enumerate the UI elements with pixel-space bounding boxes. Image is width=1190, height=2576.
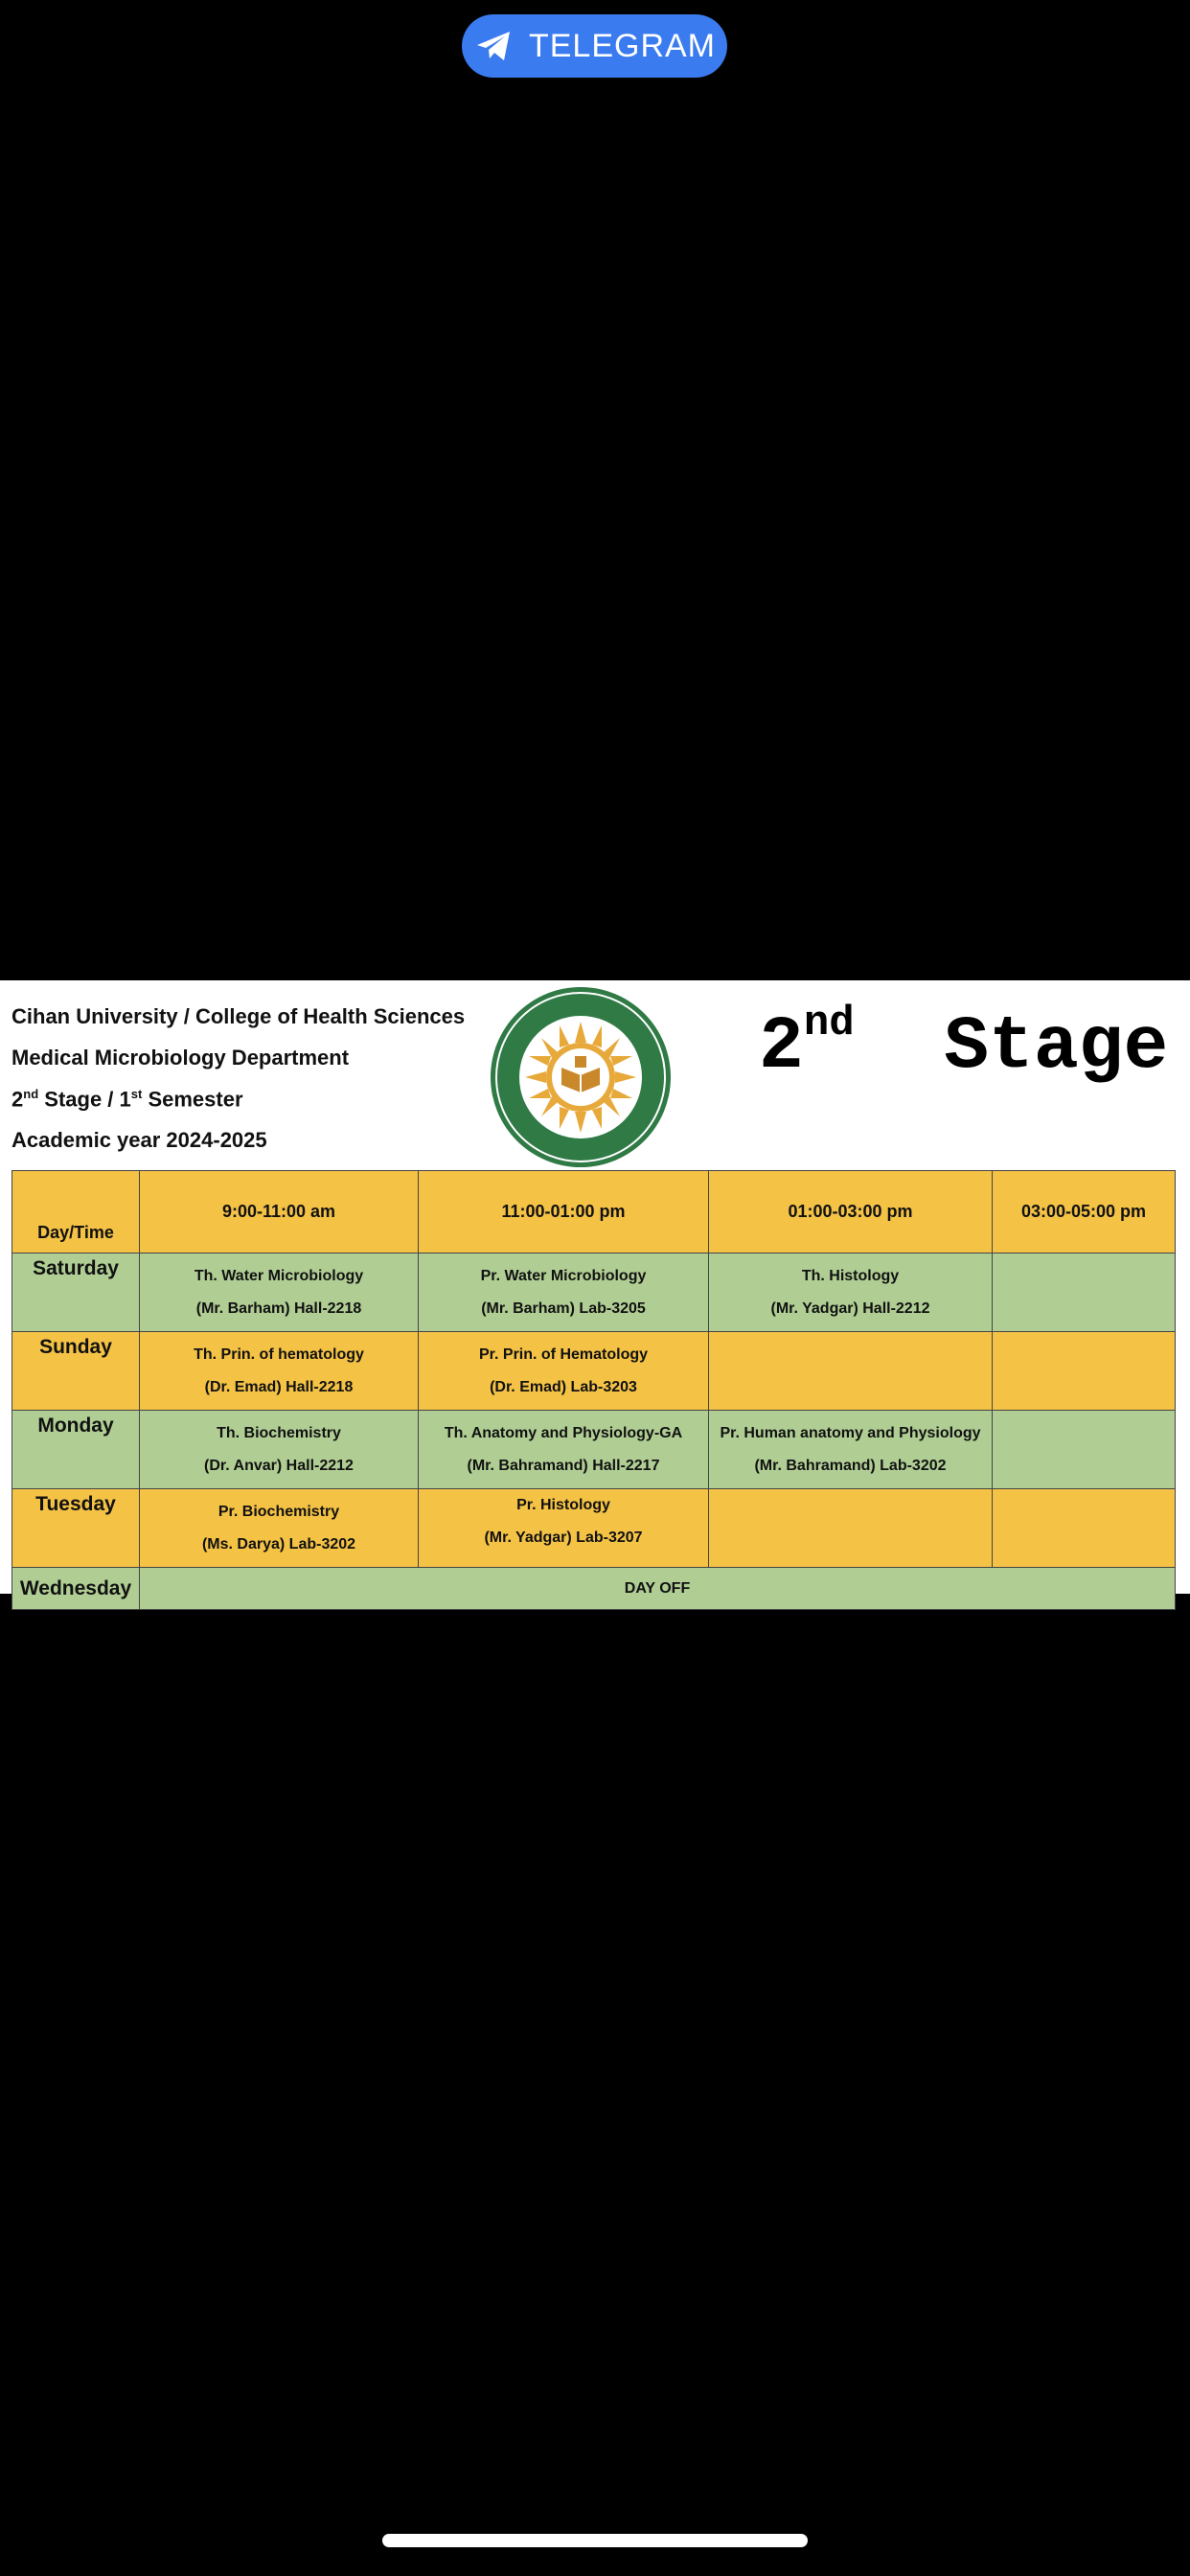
- university-line: Cihan University / College of Health Sciences: [11, 1004, 466, 1028]
- university-seal-logo: [489, 985, 673, 1169]
- day-cell: Saturday: [12, 1254, 140, 1332]
- class-cell: Th. Histology (Mr. Yadgar) Hall-2212: [709, 1254, 993, 1332]
- header-slot-4: 03:00-05:00 pm: [993, 1171, 1176, 1254]
- header-slot-2: 11:00-01:00 pm: [419, 1171, 709, 1254]
- header-slot-3: 01:00-03:00 pm: [709, 1171, 993, 1254]
- empty-cell: [993, 1411, 1176, 1489]
- empty-cell: [709, 1332, 993, 1411]
- academic-year-line: Academic year 2024-2025: [11, 1128, 267, 1152]
- empty-cell: [709, 1489, 993, 1568]
- table-header-row: [12, 1171, 1176, 1254]
- telegram-label: TELEGRAM: [528, 27, 717, 64]
- empty-cell: [993, 1489, 1176, 1568]
- class-cell: Th. Prin. of hematology (Dr. Emad) Hall-2218: [140, 1332, 419, 1411]
- class-cell: Th. Water Microbiology (Mr. Barham) Hall-2218: [140, 1254, 419, 1332]
- stage-title: 2nd Stage: [759, 1000, 1169, 1090]
- class-cell: Pr. Biochemistry (Ms. Darya) Lab-3202: [140, 1489, 419, 1568]
- class-cell: Pr. Histology (Mr. Yadgar) Lab-3207: [419, 1489, 709, 1568]
- table-row-saturday: [12, 1254, 1176, 1332]
- class-cell: Pr. Prin. of Hematology (Dr. Emad) Lab-3203: [419, 1332, 709, 1411]
- home-indicator[interactable]: [382, 2534, 808, 2547]
- department-line: Medical Microbiology Department: [11, 1046, 350, 1070]
- schedule-document: [0, 980, 1190, 1599]
- table-row-monday: [12, 1411, 1176, 1489]
- table-row-tuesday: [12, 1489, 1176, 1568]
- class-cell: Th. Biochemistry (Dr. Anvar) Hall-2212: [140, 1411, 419, 1489]
- header-slot-1: 9:00-11:00 am: [140, 1171, 419, 1254]
- day-cell: Tuesday: [12, 1489, 140, 1568]
- table-row-wednesday: [12, 1568, 1176, 1610]
- day-cell: Wednesday: [12, 1568, 140, 1610]
- class-cell: Th. Anatomy and Physiology-GA (Mr. Bahramand) Hall-2217: [419, 1411, 709, 1489]
- day-cell: Monday: [12, 1411, 140, 1489]
- day-cell: Sunday: [12, 1332, 140, 1411]
- day-off-cell: DAY OFF: [140, 1568, 1176, 1610]
- header-day-time: Day/Time: [12, 1171, 140, 1254]
- schedule-table: [11, 1170, 1176, 1610]
- empty-cell: [993, 1254, 1176, 1332]
- class-cell: Pr. Human anatomy and Physiology (Mr. Bahramand) Lab-3202: [709, 1411, 993, 1489]
- telegram-button[interactable]: [462, 14, 727, 78]
- empty-cell: [993, 1332, 1176, 1411]
- table-row-sunday: [12, 1332, 1176, 1411]
- paper-plane-icon: [473, 25, 515, 67]
- stage-semester-line: 2nd Stage / 1st Semester: [11, 1087, 243, 1112]
- class-cell: Pr. Water Microbiology (Mr. Barham) Lab-3205: [419, 1254, 709, 1332]
